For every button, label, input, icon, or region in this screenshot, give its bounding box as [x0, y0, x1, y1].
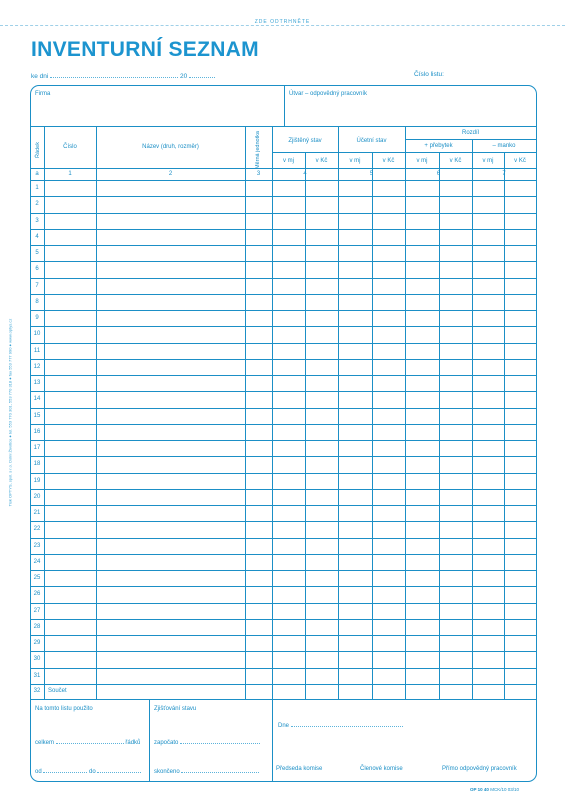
firma-label: Firma	[35, 91, 51, 97]
table-row-number: 29	[33, 640, 41, 646]
table-row-number: 30	[33, 656, 41, 663]
year-dots[interactable]	[189, 71, 215, 78]
subcol-vmj: v mj	[482, 158, 494, 164]
table-row-number: 16	[33, 428, 41, 435]
zapocato-field	[154, 737, 260, 746]
table-row-number: 8	[35, 298, 39, 305]
table-row-line	[31, 668, 536, 669]
grid-column-line	[305, 152, 306, 699]
table-row-line	[31, 619, 536, 620]
dne-dots[interactable]	[291, 720, 403, 727]
celkem-dots[interactable]	[56, 737, 124, 744]
firma-divider	[284, 86, 285, 126]
footer-code-main: OP 10 40	[470, 787, 489, 792]
predseda-label: Předseda komise	[276, 766, 323, 772]
col-cislo-header: Číslo	[63, 144, 77, 150]
subcol-vmj: v mj	[283, 158, 294, 164]
cislo-listu-label: Číslo listu:	[414, 71, 444, 78]
bottom-top-line	[31, 699, 536, 700]
table-row-number: 23	[33, 542, 41, 549]
table-row-line	[31, 375, 536, 376]
zapocato-label: započato	[154, 740, 179, 746]
table-row-number: 15	[33, 412, 41, 419]
table-row-number: 10	[33, 331, 41, 338]
header-bottom-line	[31, 168, 536, 169]
col-ucetni-header: Účetní stav	[356, 138, 387, 144]
table-row-line	[31, 651, 536, 652]
clenove-label: Členové komise	[360, 766, 403, 772]
table-row-number: 28	[33, 623, 41, 630]
table-row-number: 14	[33, 396, 41, 403]
firma-bottom-line	[31, 126, 536, 127]
subcol-vkc: v Kč	[315, 158, 328, 164]
table-row-line	[31, 603, 536, 604]
col-zjisteny-header: Zjištěný stav	[288, 138, 322, 144]
index-a: a	[35, 171, 39, 177]
col-manko-header: – manko	[492, 143, 516, 149]
skonceno-field	[154, 766, 259, 775]
grid-column-line	[372, 152, 373, 699]
table-row-line	[31, 635, 536, 636]
index-6: 6	[436, 171, 441, 177]
pouzito-label: Na tomto listu použito	[35, 706, 93, 712]
table-row-line	[31, 586, 536, 587]
subcol-vmj: v mj	[416, 158, 428, 164]
table-row-number: 19	[33, 477, 41, 484]
table-row-line	[31, 229, 536, 230]
table-row-number: 17	[33, 445, 41, 451]
table-row-line	[31, 261, 536, 262]
table-row-line	[31, 440, 536, 441]
subcol-vmj: v mj	[349, 158, 361, 164]
table-row-number: 24	[33, 558, 41, 565]
table-row-number: 18	[33, 461, 41, 468]
celkem-label: celkem	[35, 740, 55, 746]
table-row-line	[31, 196, 536, 197]
od-label: od	[35, 769, 42, 775]
index-3: 3	[256, 171, 261, 177]
index-4: 4	[303, 171, 307, 177]
table-row-number: 7	[35, 282, 39, 289]
radku-label: řádků	[125, 740, 141, 746]
index-7: 7	[502, 171, 506, 177]
year-prefix: 20	[179, 73, 188, 80]
table-row-number: 27	[33, 607, 41, 614]
cut-label: ZDE ODTRHNĚTE	[0, 19, 565, 25]
ke-dni-dots[interactable]	[50, 71, 178, 78]
table-row-line	[31, 489, 536, 490]
subcol-vkc: v Kč	[449, 158, 462, 164]
table-row-number: 25	[33, 575, 41, 581]
table-row-line	[31, 424, 536, 425]
col-radek-header: Řádek	[35, 142, 41, 158]
form-frame	[30, 85, 537, 782]
skonceno-label: skončeno	[154, 769, 180, 775]
ke-dni-field	[31, 71, 215, 80]
grid-column-line	[472, 139, 473, 699]
table-row-number: 22	[33, 526, 41, 533]
table-row-number: 4	[35, 233, 39, 240]
table-row-number: 20	[33, 493, 41, 500]
table-row-number: 1	[35, 185, 39, 191]
table-row-number: 2	[35, 201, 39, 208]
table-row-line	[31, 456, 536, 457]
col-prebytek-header: + přebytek	[424, 143, 453, 149]
footer-code-sub: MCK/10 03/10	[490, 787, 519, 792]
do-label: do	[89, 769, 96, 775]
table-row-line	[31, 473, 536, 474]
table-row-line	[31, 213, 536, 214]
table-row-number: 21	[33, 510, 41, 516]
do-dots[interactable]	[97, 766, 141, 773]
cut-line	[0, 25, 565, 26]
table-row-line	[31, 408, 536, 409]
table-row-number: 31	[33, 672, 41, 679]
footer-code	[470, 787, 519, 792]
sum-row-number: 32	[33, 688, 41, 694]
sum-row-label: Součet	[48, 688, 67, 694]
col-rozdil-header: Rozdíl	[461, 130, 479, 136]
subheader-line	[272, 152, 536, 153]
dne-field	[278, 720, 403, 729]
table-row-number: 9	[35, 315, 39, 321]
od-dots[interactable]	[43, 766, 87, 773]
col-nazev-header: Název (druh, rozměr)	[142, 144, 199, 150]
table-row-line	[31, 359, 536, 360]
table-row-line	[31, 538, 536, 539]
index-5: 5	[369, 171, 374, 177]
table-row-line	[31, 570, 536, 571]
table-row-number: 11	[33, 347, 41, 354]
table-row-number: 6	[35, 266, 39, 273]
index-1: 1	[68, 171, 72, 177]
index-2: 2	[168, 171, 173, 177]
zjistovani-label: Zjišťování stavu	[154, 706, 197, 712]
table-row-line	[31, 294, 536, 295]
col-mj-header: Měrná jednotka	[255, 131, 261, 169]
table-row-line	[31, 310, 536, 311]
bottom-divider-2	[272, 699, 273, 781]
primo-label: Přímo odpovědný pracovník	[442, 766, 517, 772]
table-row-line	[31, 343, 536, 344]
bottom-divider-1	[149, 699, 150, 781]
skonceno-dots[interactable]	[181, 766, 259, 773]
index-bottom-line	[31, 180, 536, 181]
subcol-vkc: v Kč	[514, 158, 526, 164]
table-row-line	[31, 554, 536, 555]
table-row-line	[31, 326, 536, 327]
rozdil-line	[405, 139, 536, 140]
zapocato-dots[interactable]	[180, 737, 260, 744]
dne-label: Dne	[278, 723, 290, 729]
utvar-label: Útvar – odpovědný pracovník	[289, 91, 368, 97]
od-do-field	[35, 766, 141, 775]
table-row-line	[31, 391, 536, 392]
table-row-line	[31, 521, 536, 522]
form-title: INVENTURNÍ SEZNAM	[31, 38, 259, 61]
table-row-number: 13	[33, 380, 41, 386]
table-row-line	[31, 684, 536, 685]
grid-column-line	[439, 152, 440, 699]
table-row-number: 12	[33, 363, 41, 370]
table-row-number: 5	[35, 250, 39, 256]
table-row-line	[31, 505, 536, 506]
table-row-number: 3	[35, 217, 39, 224]
table-row-line	[31, 278, 536, 279]
table-row-line	[31, 245, 536, 246]
celkem-field	[35, 737, 140, 746]
side-printer-text: Tisk OPTYS, spol. s r.o. Dolní Životice ● tel. 553 770 301, 553 770 318 ● fax 553 777 990 ● www.optys.cz	[7, 318, 13, 507]
table-row-number: 26	[33, 591, 41, 598]
subcol-vkc: v Kč	[382, 158, 395, 164]
grid-column-line	[504, 152, 505, 699]
ke-dni-label: ke dni	[31, 73, 49, 80]
